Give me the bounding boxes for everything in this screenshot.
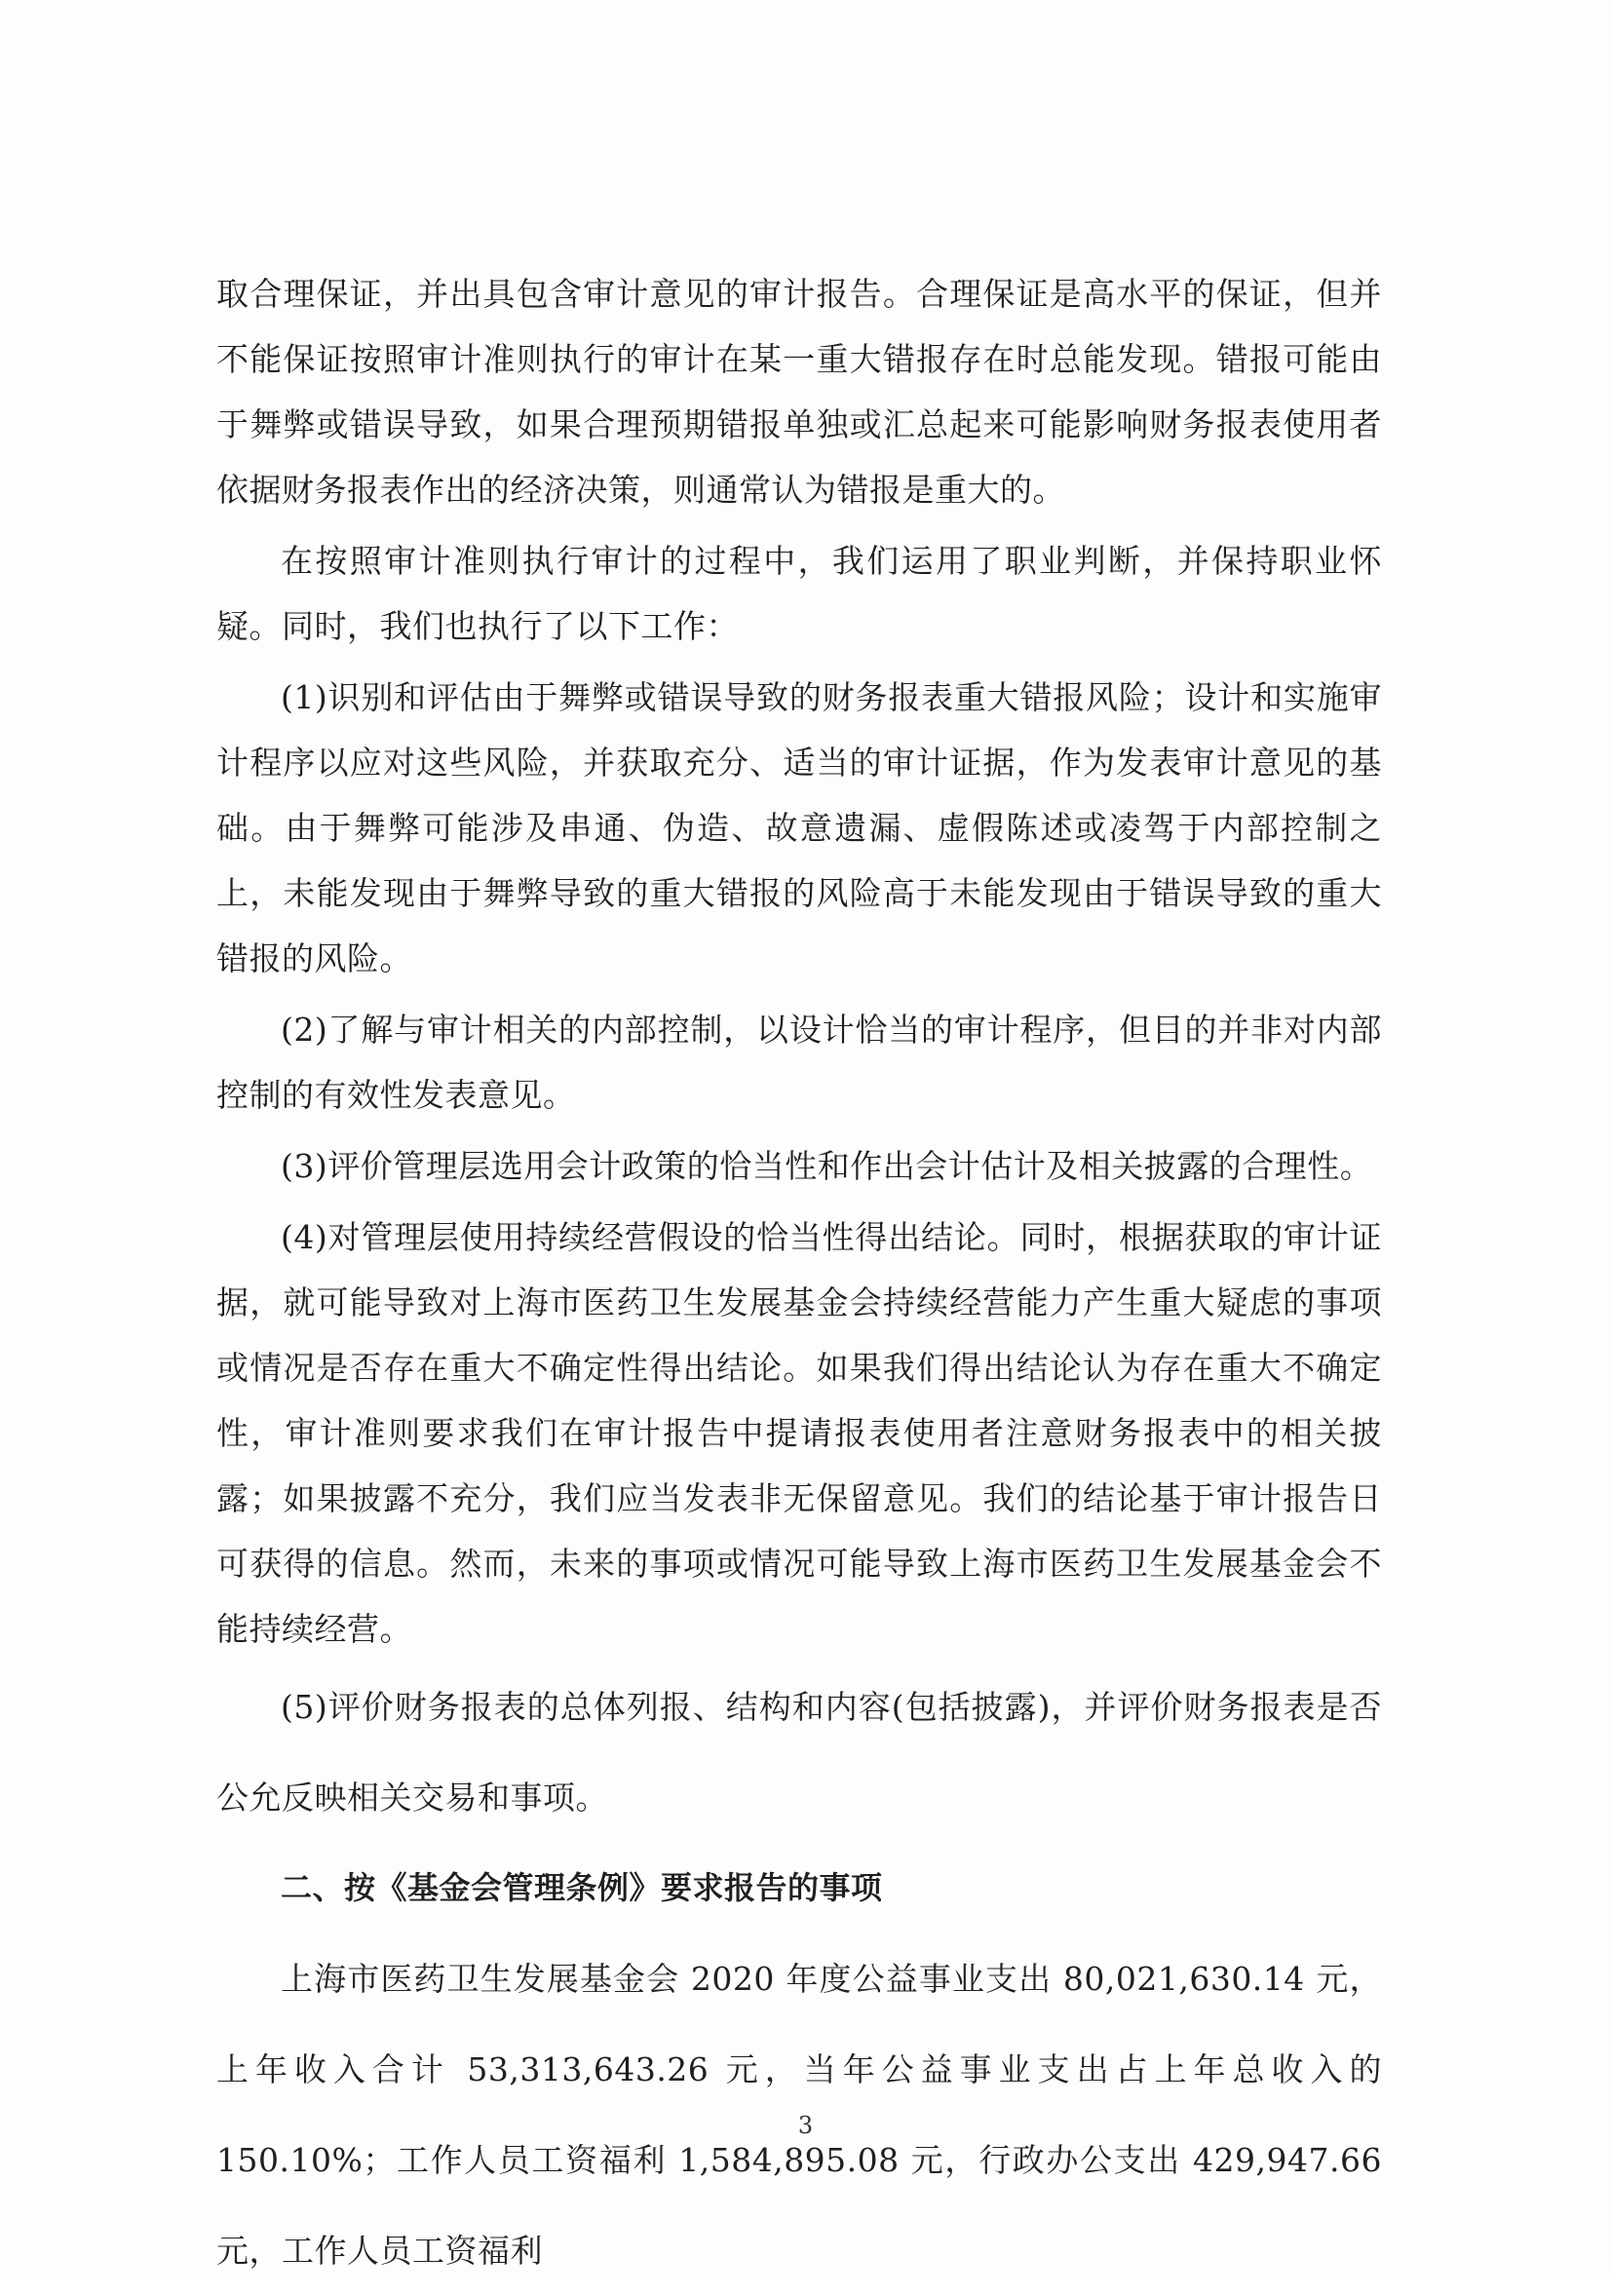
section-heading: 二、按《基金会管理条例》要求报告的事项 (281, 1869, 883, 1906)
page-number: 3 (797, 2112, 814, 2139)
paragraph-item-1: (1)识别和评估由于舞弊或错误导致的财务报表重大错报风险；设计和实施审计程序以应对这些风险，并获取充分、适当的审计证据，作为发表审计意见的基础。由于舞弊可能涉及串通、伪造、故意遗漏、虚假陈述或凌驾于内部控制之上，未能发现由于舞弊导致的重大错报的风险高于未能发现由于错误导致的重大错报的风险。 (216, 678, 1382, 977)
document-body (216, 261, 1382, 2296)
paragraph-professional-judgment: 在按照审计准则执行审计的过程中，我们运用了职业判断，并保持职业怀疑。同时，我们也执行了以下工作： (216, 542, 1382, 645)
paragraph-item-2: (2)了解与审计相关的内部控制，以设计恰当的审计程序，但目的并非对内部控制的有效性发表意见。 (216, 1011, 1382, 1114)
paragraph-expenditure: 上海市医药卫生发展基金会 2020 年度公益事业支出 80,021,630.14 元，上年收入合计 53,313,643.26 元，当年公益事业支出占上年总收入的 150.10%；工作人员工资福利 1,584,895.08 元，行政办公支出 429,947.66 元，工作人员工资福利 (216, 1960, 1382, 2270)
paragraph-reasonable-assurance: 取合理保证，并出具包含审计意见的审计报告。合理保证是高水平的保证，但并不能保证按照审计准则执行的审计在某一重大错报存在时总能发现。错报可能由于舞弊或错误导致，如果合理预期错报单独或汇总起来可能影响财务报表使用者依据财务报表作出的经济决策，则通常认为错报是重大的。 (216, 275, 1382, 509)
paragraph-item-3: (3)评价管理层选用会计政策的恰当性和作出会计估计及相关披露的合理性。 (281, 1147, 1373, 1185)
paragraph-item-4: (4)对管理层使用持续经营假设的恰当性得出结论。同时，根据获取的审计证据，就可能导致对上海市医药卫生发展基金会持续经营能力产生重大疑虑的事项或情况是否存在重大不确定性得出结论。如果我们得出结论认为存在重大不确定性，审计准则要求我们在审计报告中提请报表使用者注意财务报表中的相关披露；如果披露不充分，我们应当发表非无保留意见。我们的结论基于审计报告日可获得的信息。然而，未来的事项或情况可能导致上海市医药卫生发展基金会不能持续经营。 (216, 1218, 1382, 1648)
paragraph-item-5: (5)评价财务报表的总体列报、结构和内容(包括披露)，并评价财务报表是否公允反映相关交易和事项。 (216, 1688, 1382, 1817)
